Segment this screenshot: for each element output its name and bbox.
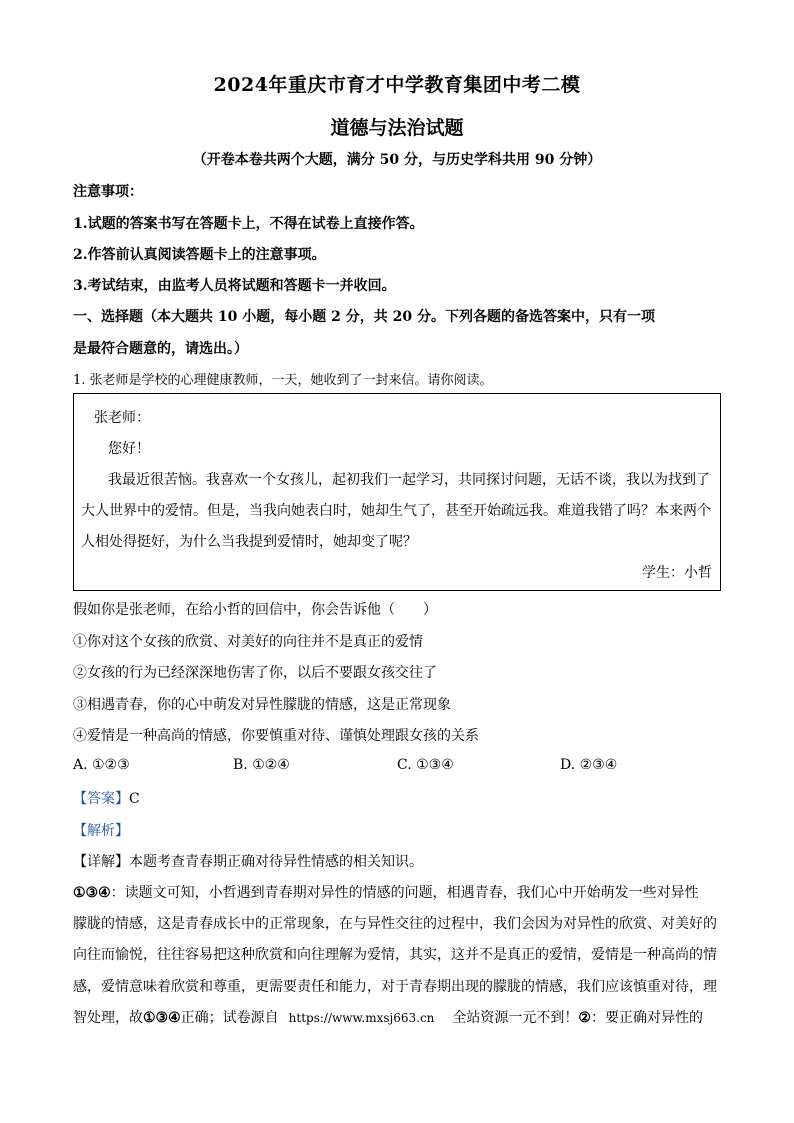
exam-title: 2024年重庆市育才中学教育集团中考二模: [213, 74, 581, 96]
explanation-marker: ②: [578, 1010, 591, 1026]
option-d: D. ②③④: [560, 757, 618, 773]
explanation-line-last: [73, 1007, 703, 1027]
letter-body-line: 我最近很苦恼。我喜欢一个女孩儿，起初我们一起学习，共同探讨问题，无话不谈，我以为找到了: [108, 472, 710, 488]
statement: ①你对这个女孩的欣赏、对美好的向往并不是真正的爱情: [73, 634, 423, 650]
explanation-text: ：要正确对异性的: [590, 1010, 703, 1026]
detail-text: 本题考查青春期正确对待异性情感的相关知识。: [129, 854, 423, 870]
notice-item: 2.作答前认真阅读答题卡上的注意事项。: [73, 247, 326, 263]
promo-text: 全站资源一元不到！: [452, 1010, 579, 1026]
statement: ③相遇青春，你的心中萌发对异性朦胧的情感，这是正常现象: [73, 697, 451, 713]
question-stem: 1. 张老师是学校的心理健康教师，一天，她收到了一封来信。请你阅读。: [73, 373, 493, 388]
explanation-text: 正确；试卷源自: [180, 1010, 279, 1026]
detail-label: 【详解】: [73, 854, 129, 870]
option-c: C. ①③④: [397, 757, 454, 773]
statement: ②女孩的行为已经深深地伤害了你，以后不要跟女孩交往了: [73, 665, 437, 681]
notice-item: 1.试题的答案书写在答题卡上，不得在试卷上直接作答。: [73, 216, 424, 232]
section-heading-cont: 是最符合题意的，请选出。）: [73, 341, 248, 357]
explanation-line: 感，爱情意味着欣赏和尊重，更需要责任和能力，对于青春期出现的朦胧的情感，我们应该慎重对待，理: [73, 979, 717, 995]
letter-body-line: 大人世界中的爱情。但是，当我向她表白时，她却生气了，甚至开始疏远我。难道我错了吗？本来两个: [81, 503, 711, 519]
letter-salutation: 张老师：: [94, 410, 150, 426]
exam-note: （开卷本卷共两个大题，满分 50 分，与历史学科共用 90 分钟）: [192, 152, 602, 168]
explanation-text: 智处理，故: [73, 1010, 143, 1026]
notice-item: 3.考试结束，由监考人员将试题和答题卡一并收回。: [73, 278, 396, 294]
letter-box: [73, 393, 721, 591]
explanation-text: ：读题文可知，小哲遇到青春期对异性的情感的问题，相遇青春，我们心中开始萌发一些对异性: [110, 885, 699, 901]
explanation-line: [73, 882, 699, 902]
detail-line: [73, 851, 423, 871]
answer-line: [73, 788, 140, 808]
answer-value: C: [129, 791, 140, 807]
subject-title: 道德与法治试题: [330, 117, 464, 139]
explanation-marker: ①③④: [73, 885, 111, 901]
option-a: A. ①②③: [73, 757, 130, 773]
question-prompt: 假如你是张老师，在给小哲的回信中，你会告诉他（ ）: [73, 602, 437, 618]
notice-heading: 注意事项：: [73, 184, 143, 200]
answer-label: 【答案】: [73, 791, 129, 807]
letter-signature: 学生：小哲: [642, 565, 712, 581]
analysis-label: 【解析】: [73, 823, 129, 839]
explanation-marker: ①③④: [143, 1010, 181, 1026]
statement: ④爱情是一种高尚的情感，你要慎重对待、谨慎处理跟女孩的关系: [73, 728, 479, 744]
analysis-line: [73, 820, 129, 840]
explanation-line: 向往而愉悦，往往容易把这种欣赏和向往理解为爱情，其实，这并不是真正的爱情，爱情是一种高尚的情: [73, 947, 717, 963]
letter-greeting: 您好！: [108, 441, 150, 457]
source-url[interactable]: https://www.mxsj663.cn: [288, 1011, 435, 1025]
option-b: B. ①②④: [233, 757, 290, 773]
letter-body-line: 人相处得挺好，为什么当我提到爱情时，她却变了呢？: [81, 534, 417, 550]
explanation-line: 朦胧的情感，这是青春成长中的正常现象，在与异性交往的过程中，我们会因为对异性的欣赏、对美好的: [73, 916, 717, 932]
section-heading: 一、选择题（本大题共 10 小题，每小题 2 分，共 20 分。下列各题的备选答案中，只有一项: [73, 309, 655, 325]
